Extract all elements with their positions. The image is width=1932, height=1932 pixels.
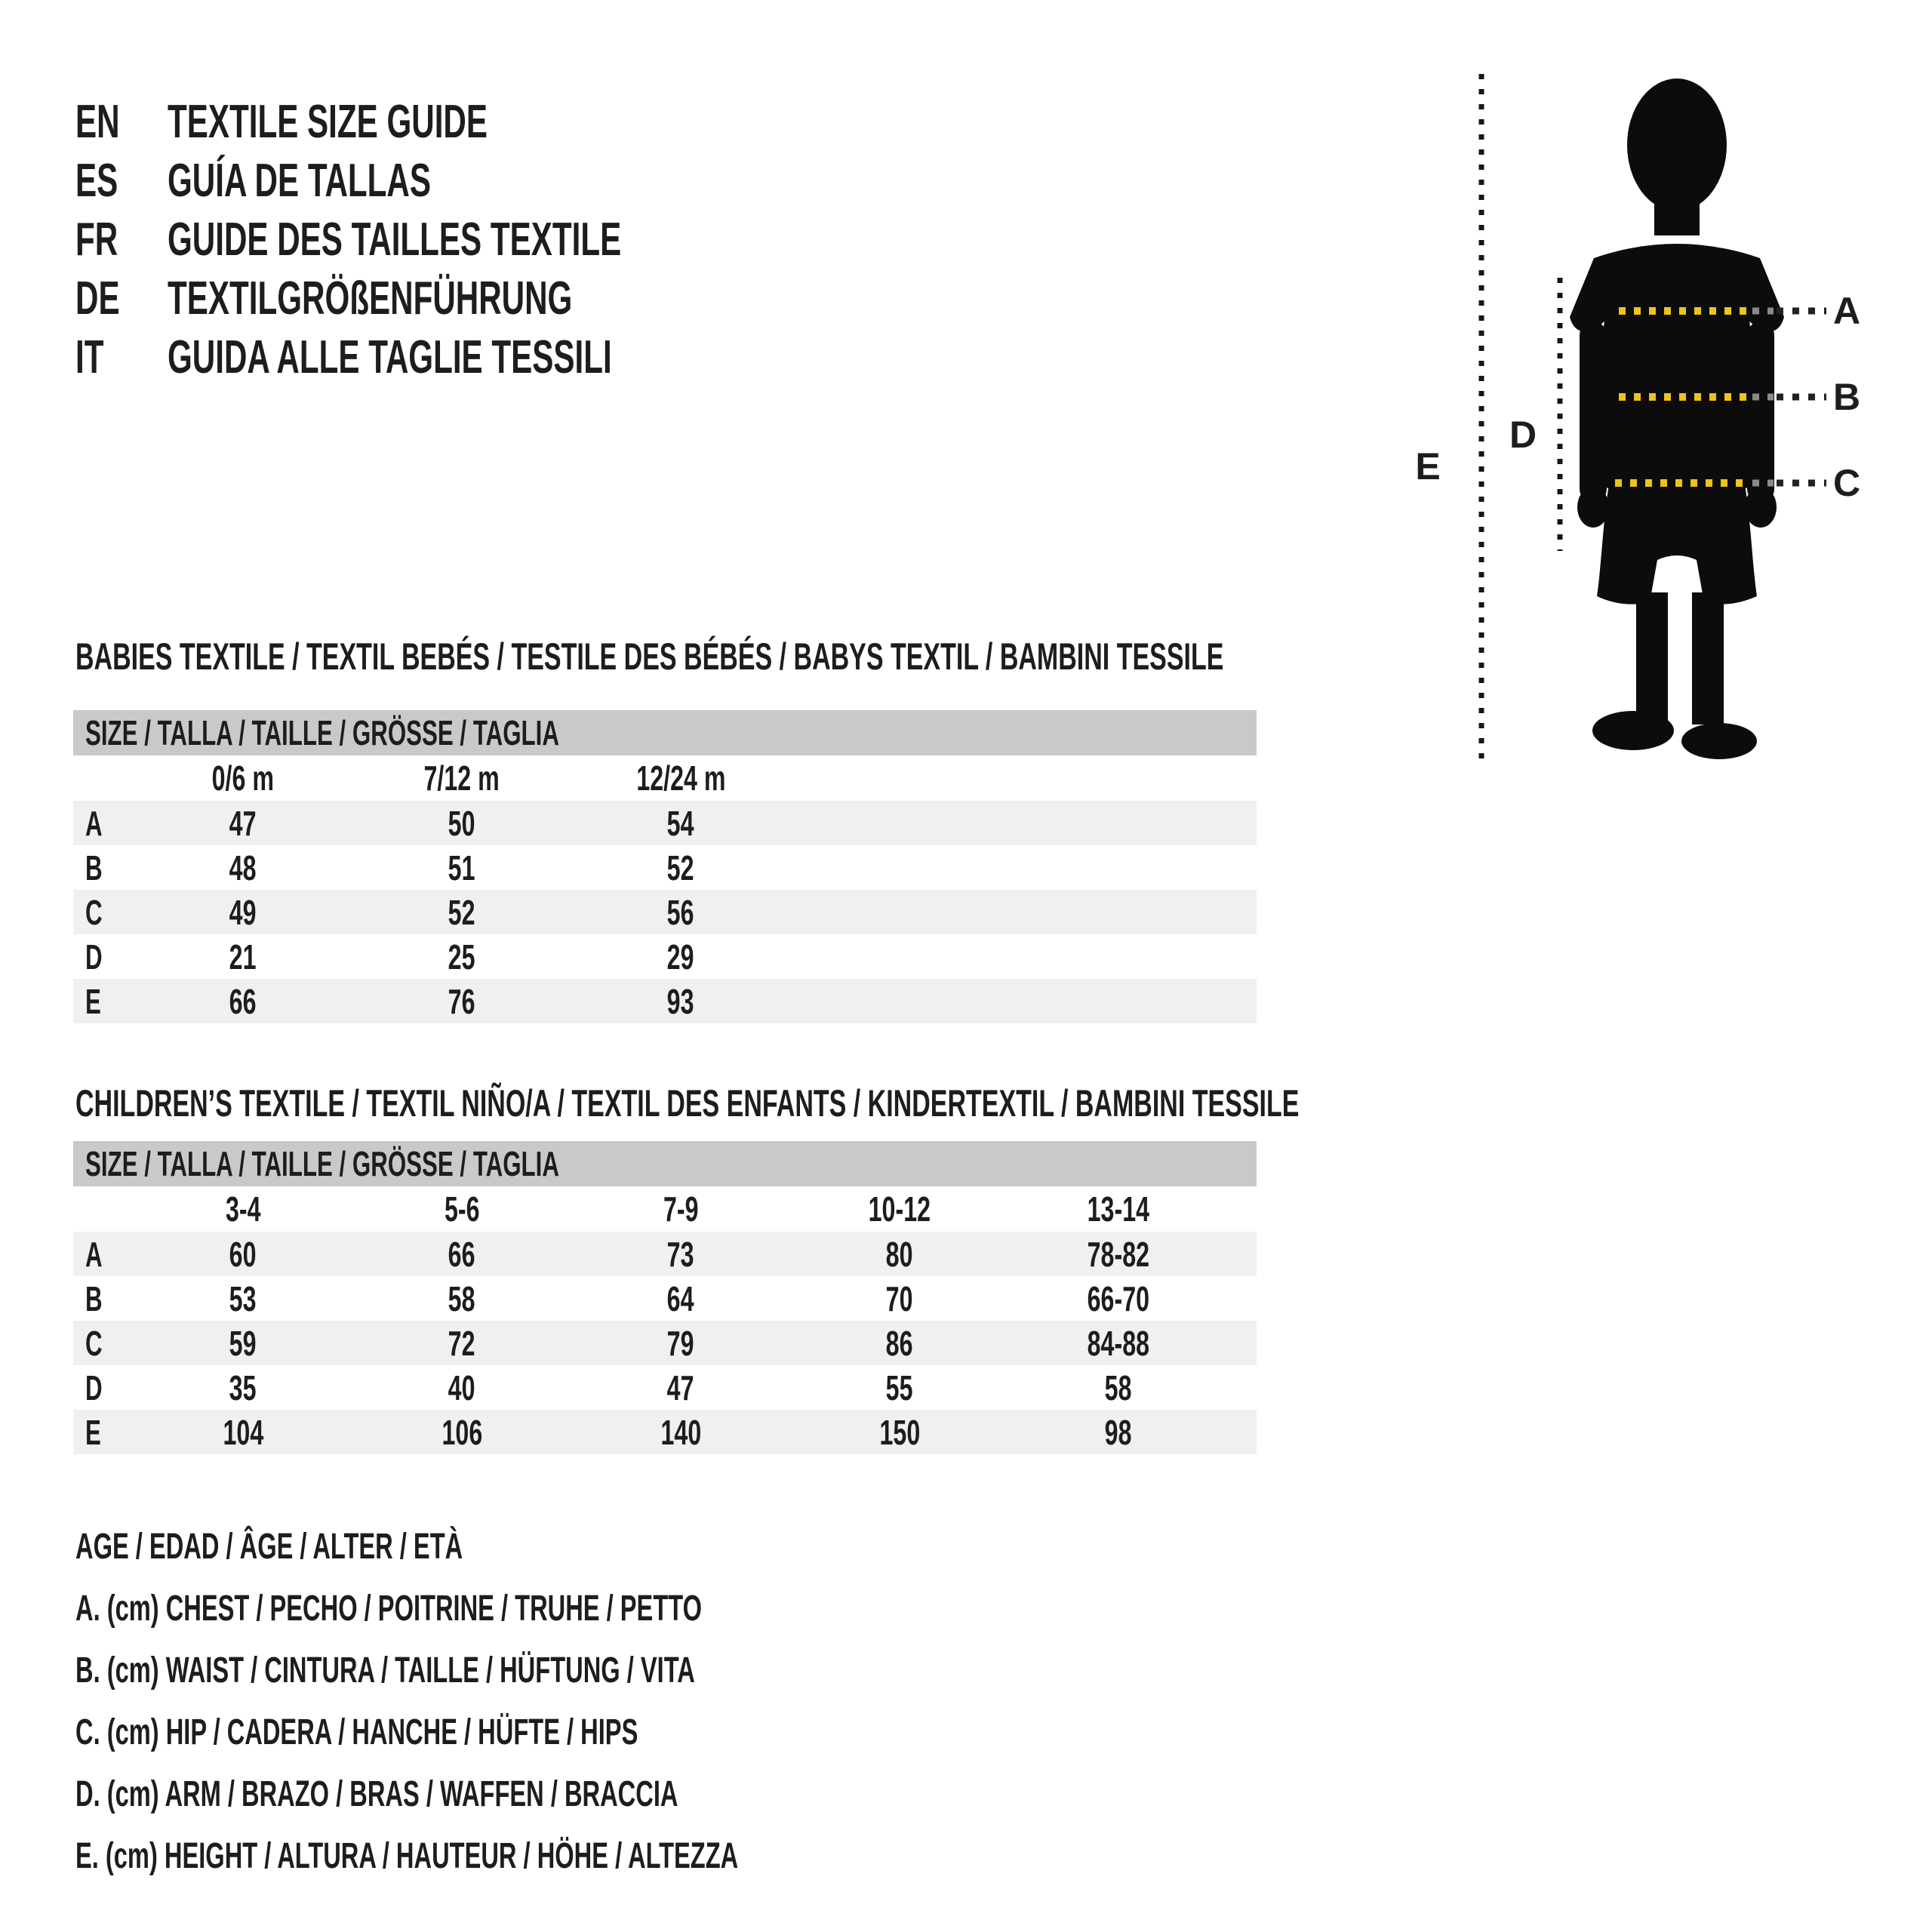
lang-title: GUIDE DES TAILLES TEXTILE	[168, 213, 622, 266]
column-header-text: 7-9	[663, 1189, 699, 1229]
cell-value: 35	[229, 1367, 257, 1407]
cell-value: 54	[667, 803, 694, 843]
silhouette-left-arm	[1580, 321, 1607, 503]
babies-size-table	[73, 710, 1257, 1023]
table-cell	[571, 803, 790, 844]
cell-value: 106	[441, 1412, 482, 1452]
children-section-title	[75, 1081, 1875, 1126]
legend-text: C. (cm) HIP / CADERA / HANCHE / HÜFTE / HIPS	[75, 1712, 638, 1752]
cell-value: 150	[879, 1412, 920, 1452]
lang-code: FR	[75, 213, 118, 266]
legend-text: D. (cm) ARM / BRAZO / BRAS / WAFFEN / BRACCIA	[75, 1774, 678, 1814]
table-row	[73, 1321, 1257, 1365]
table-cell	[134, 892, 352, 933]
table-cell	[790, 1234, 1009, 1275]
row-label	[73, 937, 134, 977]
table-cell	[790, 1323, 1009, 1364]
cell-value: 55	[886, 1367, 913, 1407]
lang-code: DE	[75, 272, 120, 325]
table-cell	[352, 803, 571, 844]
column-header-text: 7/12 m	[423, 758, 500, 798]
table-row	[73, 934, 1257, 979]
cell-value: 79	[667, 1323, 694, 1363]
cell-value: 72	[448, 1323, 475, 1363]
silhouette-left-shoe	[1592, 711, 1674, 750]
cell-value: 53	[229, 1278, 257, 1318]
row-label	[73, 1367, 134, 1408]
cell-value: 70	[886, 1278, 913, 1318]
legend-hip	[75, 1701, 1051, 1763]
table-cell	[134, 848, 352, 888]
table-cell	[352, 981, 571, 1022]
legend-text: B. (cm) WAIST / CINTURA / TAILLE / HÜFTUNG / VITA	[75, 1650, 695, 1690]
table-cell	[134, 803, 352, 844]
children-size-table	[73, 1141, 1257, 1454]
row-label-text: A	[85, 803, 103, 843]
legend-text: E. (cm) HEIGHT / ALTURA / HAUTEUR / HÖHE / ALTEZZA	[75, 1835, 739, 1876]
legend-arm	[75, 1763, 1051, 1825]
cell-value: 140	[660, 1412, 701, 1452]
cell-value: 66-70	[1087, 1278, 1150, 1318]
table-cell	[134, 1278, 352, 1319]
row-label-text: A	[85, 1234, 103, 1274]
table-cell	[571, 937, 790, 977]
legend-chest	[75, 1577, 1051, 1639]
lang-code: IT	[75, 331, 104, 383]
lang-row-es	[75, 151, 835, 210]
babies-size-header-bar	[73, 710, 1257, 755]
cell-value: 86	[886, 1323, 913, 1363]
legend-waist	[75, 1639, 1051, 1701]
column-header	[1009, 1189, 1228, 1229]
row-label	[73, 1278, 134, 1319]
table-cell	[571, 1323, 790, 1364]
table-cell	[1009, 1278, 1228, 1319]
row-label	[73, 892, 134, 933]
table-cell	[790, 1367, 1009, 1408]
table-cell	[352, 1323, 571, 1364]
language-title-block	[75, 92, 835, 386]
table-cell	[352, 1234, 571, 1275]
column-header	[352, 1189, 571, 1229]
table-cell	[352, 848, 571, 888]
cell-value: 47	[667, 1367, 694, 1407]
row-label	[73, 803, 134, 844]
cell-value: 47	[229, 803, 257, 843]
row-label	[73, 1323, 134, 1364]
column-header	[134, 1189, 352, 1229]
lang-code: EN	[75, 95, 120, 148]
column-header	[571, 1189, 790, 1229]
table-cell	[134, 1412, 352, 1453]
column-header-text: 10-12	[868, 1189, 931, 1229]
row-label-text: C	[85, 1323, 103, 1363]
table-cell	[1009, 1367, 1228, 1408]
cell-value: 58	[1105, 1367, 1132, 1407]
row-label-text: E	[85, 1412, 101, 1452]
column-header	[352, 758, 571, 798]
cell-value: 78-82	[1087, 1234, 1150, 1274]
table-cell	[352, 937, 571, 977]
lang-row-fr	[75, 210, 835, 269]
size-header-text: SIZE / TALLA / TAILLE / GRÖSSE / TAGLIA	[85, 1144, 559, 1183]
table-cell	[790, 1278, 1009, 1319]
table-cell	[571, 1412, 790, 1453]
table-cell	[352, 1278, 571, 1319]
label-e: E	[1415, 445, 1441, 488]
table-cell	[571, 848, 790, 888]
cell-value: 66	[229, 981, 257, 1021]
table-row	[73, 801, 1257, 845]
legend-age	[75, 1515, 1051, 1577]
column-header-text: 3-4	[225, 1189, 261, 1229]
lang-row-de	[75, 269, 835, 328]
table-row	[73, 1410, 1257, 1454]
table-cell	[1009, 1412, 1228, 1453]
cell-value: 76	[448, 981, 475, 1021]
column-header	[790, 1189, 1009, 1229]
table-cell	[571, 892, 790, 933]
column-header-text: 5-6	[444, 1189, 480, 1229]
silhouette-left-hand	[1577, 487, 1609, 528]
table-row	[73, 979, 1257, 1023]
cell-value: 40	[448, 1367, 475, 1407]
table-row	[73, 845, 1257, 890]
table-cell	[134, 1323, 352, 1364]
table-cell	[1009, 1323, 1228, 1364]
cell-value: 66	[448, 1234, 475, 1274]
row-label	[73, 1412, 134, 1453]
table-cell	[571, 981, 790, 1022]
legend-text: A. (cm) CHEST / PECHO / POITRINE / TRUHE / PETTO	[75, 1588, 702, 1629]
silhouette-right-hand	[1745, 487, 1777, 528]
lang-row-it	[75, 328, 835, 386]
cell-value: 64	[667, 1278, 694, 1318]
cell-value: 29	[667, 937, 694, 977]
cell-value: 48	[229, 848, 257, 888]
size-header-text: SIZE / TALLA / TAILLE / GRÖSSE / TAGLIA	[85, 713, 559, 752]
measurement-legend	[75, 1515, 1051, 1887]
table-cell	[134, 1367, 352, 1408]
table-cell	[134, 937, 352, 977]
table-cell	[352, 892, 571, 933]
cell-value: 49	[229, 892, 257, 932]
silhouette-right-shoe	[1681, 723, 1757, 759]
row-label-text: D	[85, 937, 103, 977]
lang-title: TEXTILGRÖßENFÜHRUNG	[168, 272, 573, 325]
children-column-header-row	[73, 1186, 1257, 1232]
row-label-text: B	[85, 848, 103, 888]
lang-row-en	[75, 92, 835, 151]
cell-value: 56	[667, 892, 694, 932]
cell-value: 50	[448, 803, 475, 843]
table-cell	[134, 981, 352, 1022]
cell-value: 73	[667, 1234, 694, 1274]
children-title-text: CHILDREN’S TEXTILE / TEXTIL NIÑO/A / TEXTIL DES ENFANTS / KINDERTEXTIL / BAMBINI TESSILE	[75, 1082, 1300, 1124]
legend-height	[75, 1825, 1051, 1887]
lang-title: GUÍA DE TALLAS	[168, 154, 431, 207]
babies-title-text: BABIES TEXTILE / TEXTIL BEBÉS / TESTILE DES BÉBÉS / BABYS TEXTIL / BAMBINI TESSILE	[75, 635, 1224, 678]
row-label	[73, 981, 134, 1022]
legend-text: AGE / EDAD / ÂGE / ALTER / ETÀ	[75, 1526, 463, 1567]
row-label-text: D	[85, 1367, 103, 1407]
column-header-text: 0/6 m	[211, 758, 275, 798]
lang-title: GUIDA ALLE TAGLIE TESSILI	[168, 331, 612, 383]
cell-value: 80	[886, 1234, 913, 1274]
table-row	[73, 890, 1257, 934]
cell-value: 21	[229, 937, 257, 977]
cell-value: 104	[223, 1412, 263, 1452]
lang-title: TEXTILE SIZE GUIDE	[168, 95, 488, 148]
cell-value: 84-88	[1087, 1323, 1150, 1363]
row-label-text: E	[85, 981, 101, 1021]
cell-value: 52	[448, 892, 475, 932]
column-header	[571, 758, 790, 798]
silhouette-shorts	[1597, 485, 1757, 605]
table-row	[73, 1365, 1257, 1410]
table-cell	[1009, 1234, 1228, 1275]
table-cell	[790, 1412, 1009, 1453]
cell-value: 58	[448, 1278, 475, 1318]
label-a: A	[1832, 290, 1861, 332]
cell-value: 25	[448, 937, 475, 977]
table-cell	[571, 1234, 790, 1275]
cell-value: 60	[229, 1234, 257, 1274]
table-cell	[571, 1278, 790, 1319]
column-header-text: 12/24 m	[635, 758, 726, 798]
row-label-text: B	[85, 1278, 103, 1318]
children-size-header-bar	[73, 1141, 1257, 1186]
table-cell	[352, 1367, 571, 1408]
label-d: D	[1509, 414, 1537, 456]
table-cell	[571, 1367, 790, 1408]
cell-value: 98	[1105, 1412, 1132, 1452]
column-header-text: 13-14	[1087, 1189, 1150, 1229]
silhouette-right-arm	[1747, 321, 1774, 503]
table-cell	[352, 1412, 571, 1453]
row-label-text: C	[85, 892, 103, 932]
babies-section-title	[75, 634, 1764, 679]
column-header	[134, 758, 352, 798]
row-label	[73, 848, 134, 888]
table-row	[73, 1276, 1257, 1321]
row-label	[73, 1234, 134, 1275]
table-row	[73, 1232, 1257, 1276]
silhouette-neck	[1654, 181, 1700, 235]
cell-value: 93	[667, 981, 694, 1021]
label-b: B	[1832, 376, 1861, 418]
lang-code: ES	[75, 154, 118, 207]
babies-column-header-row	[73, 755, 1257, 801]
cell-value: 51	[448, 848, 475, 888]
table-cell	[134, 1234, 352, 1275]
cell-value: 59	[229, 1323, 257, 1363]
label-c: C	[1832, 462, 1861, 504]
cell-value: 52	[667, 848, 694, 888]
